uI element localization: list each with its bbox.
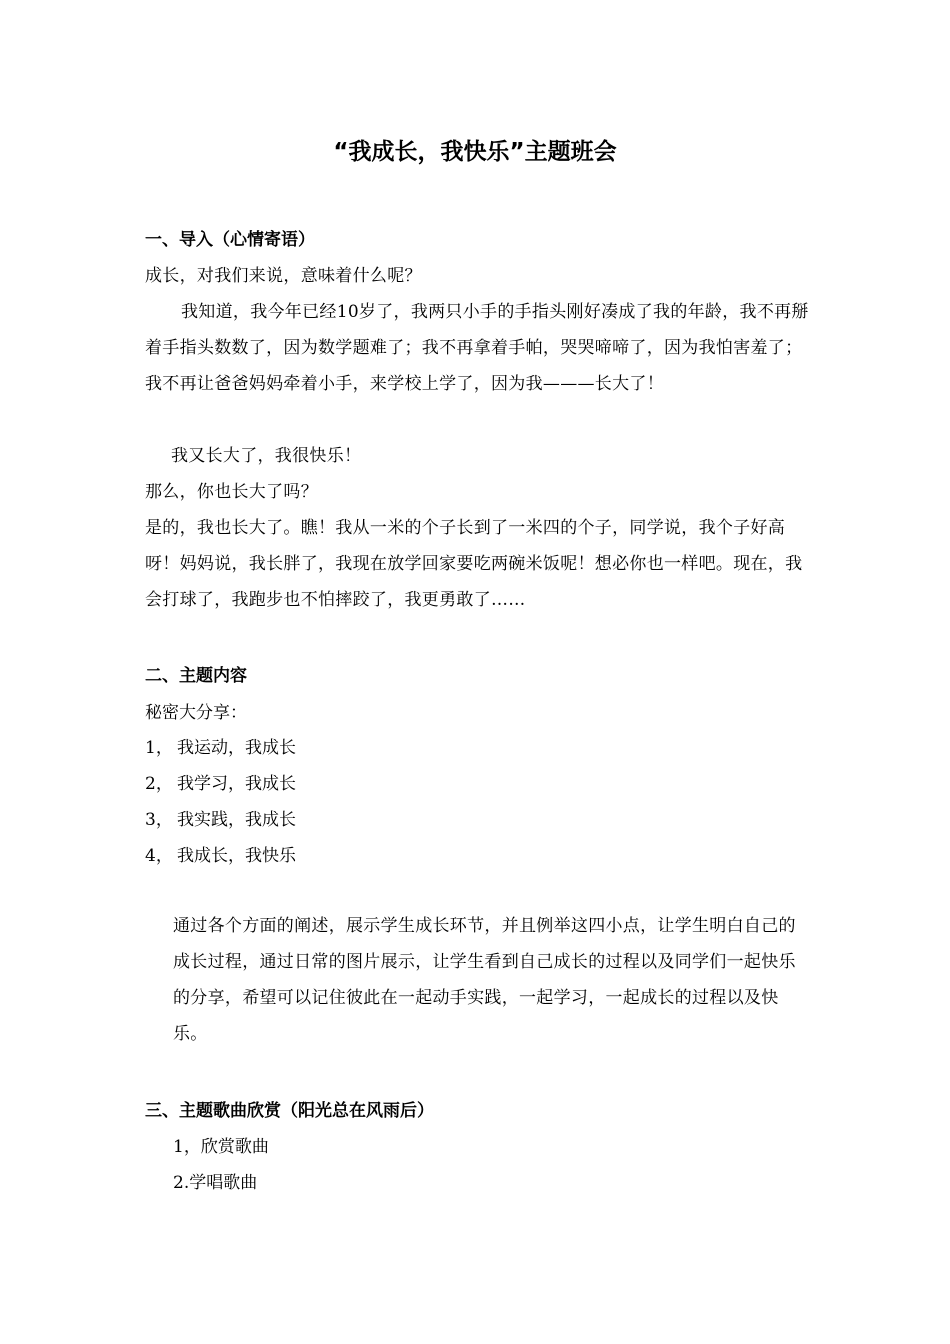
list-item: 2.学唱歌曲 bbox=[173, 1173, 258, 1193]
section-2-paragraph: 通过各个方面的阐述，展示学生成长环节，并且例举这四小点，让学生明白自己的成长过程，通过日常的图片展示，让学生看到自己成长的过程以及同学们一起快乐的分享，希望可以记住彼此在一起动手实践，一起学习，一起成长的过程以及快乐。 bbox=[173, 916, 796, 1044]
list-item: 4， 我成长，我快乐 bbox=[145, 846, 296, 866]
section-2-intro: 秘密大分享： bbox=[145, 703, 247, 723]
section-1-paragraph-1: 我知道，我今年已经10岁了，我两只小手的手指头刚好凑成了我的年龄，我不再掰着手指头数数了，因为数学题难了；我不再拿着手帕，哭哭啼啼了，因为我怕害羞了；我不再让爸爸妈妈牵着小手，来学校上学了，因为我———长大了！ bbox=[145, 302, 809, 394]
section-1-heading: 一、导入（心情寄语） bbox=[145, 230, 315, 250]
list-item: 1， 我运动，我成长 bbox=[145, 738, 296, 758]
section-1-paragraph-3: 是的，我也长大了。瞧！我从一米的个子长到了一米四的个子，同学说，我个子好高呀！妈妈说，我长胖了，我现在放学回家要吃两碗米饭呢！想必你也一样吧。现在，我会打球了，我跑步也不怕摔跤了，我更勇敢了…… bbox=[145, 518, 803, 610]
section-3-heading: 三、主题歌曲欣赏（阳光总在风雨后） bbox=[145, 1101, 434, 1121]
page-title: “我成长，我快乐”主题班会 bbox=[333, 139, 617, 165]
section-1-question-2: 那么，你也长大了吗？ bbox=[145, 482, 318, 502]
section-2-heading: 二、主题内容 bbox=[145, 666, 247, 686]
list-item: 1，欣赏歌曲 bbox=[173, 1137, 269, 1157]
list-item: 2， 我学习，我成长 bbox=[145, 774, 296, 794]
list-item: 3， 我实践，我成长 bbox=[145, 810, 296, 830]
section-1-paragraph-2: 我又长大了，我很快乐！ bbox=[171, 446, 362, 466]
section-1-question-1: 成长，对我们来说，意味着什么呢？ bbox=[145, 266, 422, 286]
